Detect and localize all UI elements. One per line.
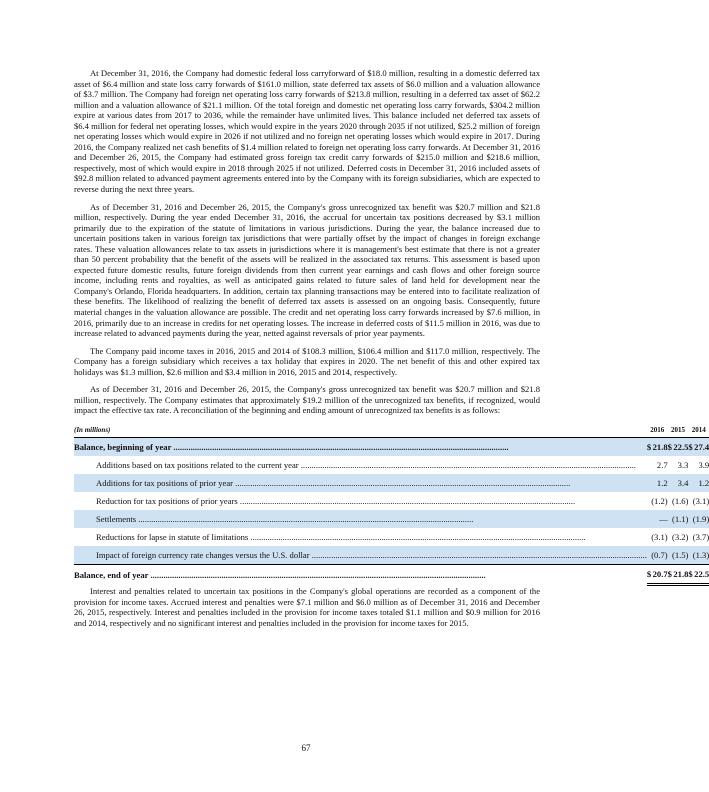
value-2016: 21.8 [651, 437, 667, 456]
value-2014: (1.3) [693, 546, 709, 565]
value-2016: (0.7) [651, 546, 667, 565]
value-2016: 1.2 [651, 474, 667, 492]
row-label: Additions for tax positions of prior year [96, 477, 234, 488]
value-2014: (3.1) [692, 495, 709, 506]
value-2014: (3.7) [692, 531, 709, 542]
paragraph-reconciliation-intro: As of December 31, 2016 and December 26, 2015, the Company's gross unrecognized tax benefit was $20.7 million and $21.8 million, respectively. The Company estimates that approximately $19.2 million of the unrecognized tax benefits, if recognized, would impact the effective tax rate. A reconciliation of the beginning and ending amount of unrecognized tax benefits is as follows: [74, 384, 540, 416]
table-header-row [74, 423, 709, 438]
table-row-reduction-prior-years [74, 492, 709, 510]
value-2014: 27.4 [693, 437, 709, 456]
value-2015: (1.6) [671, 495, 689, 506]
value-2016: 2.7 [656, 459, 668, 470]
table-row-lapse-of-statute [74, 528, 709, 546]
table-row-beginning-balance [74, 437, 709, 456]
value-2016: (3.1) [651, 531, 668, 542]
value-2016: 20.7 [651, 564, 667, 584]
value-2014: 3.9 [698, 459, 709, 470]
unit-label: (In millions) [74, 423, 647, 438]
value-2015: (1.1) [672, 510, 688, 528]
currency-symbol: $ [688, 564, 692, 584]
value-2015: 21.8 [672, 564, 688, 584]
row-label: Settlements [96, 513, 137, 524]
currency-symbol: $ [647, 564, 651, 584]
value-2015: 3.4 [672, 474, 688, 492]
unrecognized-tax-benefits-table [74, 423, 709, 586]
value-2015: (1.5) [672, 546, 688, 565]
currency-symbol: $ [647, 437, 651, 456]
row-label: Reduction for tax positions of prior years [96, 495, 238, 506]
table-row-foreign-currency-impact [74, 546, 709, 565]
row-label: Balance, end of year [74, 569, 149, 580]
value-2015: 22.5 [672, 437, 688, 456]
value-2016: — [651, 510, 667, 528]
value-2015: (3.2) [671, 531, 689, 542]
row-label: Additions based on tax positions related to the current year [96, 459, 299, 470]
value-2015: 3.3 [677, 459, 689, 470]
row-label: Balance, beginning of year [74, 441, 172, 452]
row-label: Reductions for lapse in statute of limitations [96, 531, 249, 542]
value-2014: (1.9) [693, 510, 709, 528]
value-2016: (1.2) [651, 495, 668, 506]
year-header-2014: 2014 [688, 423, 709, 438]
paragraph-loss-carryforwards: At December 31, 2016, the Company had domestic federal loss carryforward of $18.0 million, resulting in a domestic deferred tax asset of $6.4 million and state loss carry forwards of $161.0 million, state deferred tax assets of $6.0 million and a valuation allowance of $3.7 million. The Company had foreign net operating loss carry forwards of $213.8 million, resulting in a deferred tax asset of $62.2 million and a valuation allowance of $21.1 million. Of the total foreign and domestic net operating loss carry forwards, $304.2 million expire at various dates from 2017 to 2036, while the remainder have unlimited lives. This balance included net deferred tax assets of $6.4 million for federal net operating losses, which would expire in the years 2020 through 2035 if not utilized, $25.2 million of foreign net operating losses which would expire in 2026 if not utilized and no foreign net operating losses which would expire in 2017. During 2016, the Company realized net cash benefits of $1.4 million related to foreign net operating loss carry forwards. At December 31, 2016 and December 26, 2015, the Company had estimated gross foreign tax credit carry forwards of $215.0 million and $218.6 million, respectively, most of which would expire in 2018 through 2025 if not utilized. Deferred costs in December 31, 2016 included assets of $92.8 million related to advanced payment agreements entered into by the Company with its foreign subsidiaries, which are expected to reverse during the next three years. [74, 68, 540, 195]
table-row-ending-balance [74, 564, 709, 584]
value-2014: 22.5 [693, 564, 709, 584]
year-header-2015: 2015 [668, 423, 689, 438]
table-row-settlements [74, 510, 709, 528]
table-row-additions-current-year [74, 456, 709, 474]
paragraph-unrecognized-tax-benefit: As of December 31, 2016 and December 26, 2015, the Company's gross unrecognized tax benefit was $20.7 million and $21.8 million, respectively. During the year ended December 31, 2016, the accrual for uncertain tax positions decreased by $3.1 million primarily due to the expiration of the statute of limitations in various jurisdictions. During the year, the balance increased due to uncertain positions taken in various foreign tax jurisdictions that were partially offset by the impact of changes in foreign exchange rates. These valuation allowances relate to tax assets in jurisdictions where it is management's best estimate that there is not a greater than 50 percent probability that the benefit of the assets will be realized in the associated tax returns. This assessment is based upon expected future domestic results, future foreign dividends from then current year earnings and cash flows and other foreign source income, including rents and royalties, as well as anticipated gains related to future sales of land held for development near the Company's Orlando, Florida headquarters. In addition, certain tax planning transactions may be entered into to facilitate realization of these benefits. The likelihood of realizing the benefit of deferred tax assets is assessed on an ongoing basis. Consequently, future material changes in the valuation allowance are possible. The credit and net operating loss carry forwards increased by $7.6 million, in 2016, primarily due to an increase in credits for net operating losses. The increase in deferred costs of $11.5 million in 2016, was due to increase related to advanced payments during the year, netted against reversals of prior year payments. [74, 201, 540, 339]
page-number: 67 [301, 743, 311, 753]
value-2014: 1.2 [693, 474, 709, 492]
page-content [74, 68, 709, 635]
currency-symbol: $ [668, 437, 672, 456]
currency-symbol: $ [688, 437, 692, 456]
currency-symbol: $ [668, 564, 672, 584]
row-label: Impact of foreign currency rate changes versus the U.S. dollar [96, 549, 310, 560]
year-header-2016: 2016 [647, 423, 668, 438]
paragraph-income-taxes-paid: The Company paid income taxes in 2016, 2015 and 2014 of $108.3 million, $106.4 million and $117.0 million, respectively. The Company has a foreign subsidiary which receives a tax holiday that expires in 2020. The net benefit of this and other expired tax holidays was $1.3 million, $2.6 million and $3.4 million in 2016, 2015 and 2014, respectively. [74, 345, 540, 377]
paragraph-interest-and-penalties: Interest and penalties related to uncertain tax positions in the Company's global operations are recorded as a component of the provision for income taxes. Accrued interest and penalties were $7.1 million and $6.0 million as of December 31, 2016 and December 26, 2015, respectively. Interest and penalties included in the provision for income taxes totaled $1.1 million and $0.9 million for 2016 and 2014, respectively and no significant interest and penalties included in the provision for income taxes for 2015. [74, 585, 540, 628]
table-row-additions-prior-year [74, 474, 709, 492]
